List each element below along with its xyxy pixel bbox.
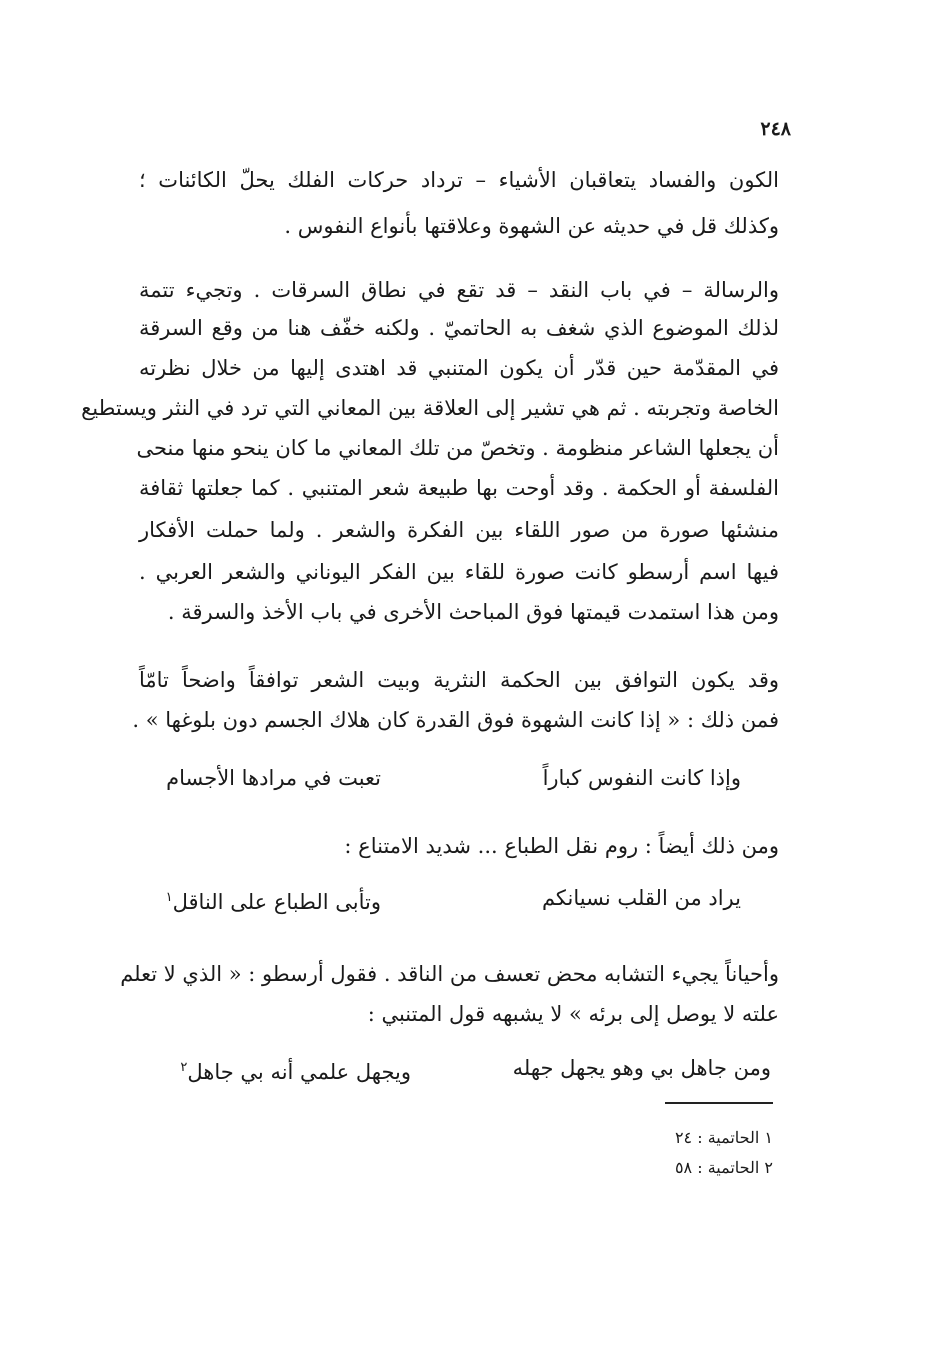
paragraph-1-line-2: وكذلك قل في حديثه عن الشهوة وعلاقتها بأنواع النفوس .: [284, 214, 779, 238]
footnote-divider: [665, 1102, 773, 1104]
paragraph-4-line-1: ومن ذلك أيضاً : روم نقل الطباع ... شديد الامتناع :: [344, 834, 779, 858]
verse-2-footnote-marker: ١: [165, 890, 173, 905]
paragraph-1-line-1: الكون والفساد يتعاقبان الأشياء – ترداد حركات الفلك يحلّ الكائنات ؛: [139, 168, 779, 192]
paragraph-2-line-8: فيها اسم أرسطو كانت صورة للقاء بين الفكر اليوناني والشعر العربي .: [139, 560, 779, 584]
verse-3-second-group: [180, 1050, 411, 1090]
paragraph-2-line-5: أن يجعلها الشاعر منظومة . وتخصّ من تلك المعاني ما كان ينحو منها منحى: [136, 436, 779, 460]
paragraph-2-line-6: الفلسفة أو الحكمة . وقد أوحت بها طبيعة شعر المتنبي . كما جعلتها ثقافة: [139, 476, 779, 500]
paragraph-2-line-7: منشئها صورة من صور اللقاء بين الفكرة والشعر . ولما حملت الأفكار: [139, 518, 779, 542]
page-number: ٢٤٨: [760, 118, 791, 140]
footnote-1: ١ الحاتمية : ٢٤: [674, 1128, 773, 1147]
verse-1-second-hemistich: تعبت في مرادها الأجسام: [166, 766, 381, 790]
paragraph-5-line-2: علته لا يوصل إلى برئه » لا يشبهه قول المتنبي :: [367, 1002, 779, 1026]
verse-2-second-group: [166, 880, 381, 920]
paragraph-2-line-3: في المقدّمة حين قدّر أن يكون المتنبي قد اهتدى إليها من خلال نظرته: [139, 356, 779, 380]
paragraph-3-line-1: وقد يكون التوافق بين الحكمة النثرية وبيت الشعر توافقاً واضحاً تامّاً: [139, 668, 779, 692]
verse-2-first-hemistich: يراد من القلب نسيانكم: [541, 886, 741, 910]
verse-2-second-hemistich: وتأبى الطباع على الناقل: [172, 890, 381, 914]
paragraph-5-line-1: وأحياناً يجيء التشابه محض تعسف من الناقد . فقول أرسطو : « الذي لا تعلم: [120, 962, 779, 986]
paragraph-3-line-2: فمن ذلك : « إذا كانت الشهوة فوق القدرة كان هلاك الجسم دون بلوغها » .: [132, 708, 779, 732]
paragraph-2-line-9: ومن هذا استمدت قيمتها فوق المباحث الأخرى في باب الأخذ والسرقة .: [167, 600, 779, 624]
verse-3-second-hemistich: ويجهل علمي أنه بي جاهل: [187, 1060, 411, 1084]
verse-1-first-hemistich: وإذا كانت النفوس كباراً: [542, 766, 741, 790]
footnote-2: ٢ الحاتمية : ٥٨: [674, 1158, 773, 1177]
paragraph-2-line-4: الخاصة وتجربته . ثم هي تشير إلى العلاقة بين المعاني التي ترد في النثر ويستطيع: [81, 396, 779, 420]
paragraph-2-line-1: والرسالة – في باب النقد – قد تقع في نطاق السرقات . وتجيء تتمة: [139, 278, 779, 302]
verse-3-first-hemistich: ومن جاهل بي وهو يجهل جهله: [512, 1056, 771, 1080]
verse-3-footnote-marker: ٢: [180, 1060, 188, 1075]
paragraph-2-line-2: لذلك الموضوع الذي شغف به الحاتميّ . ولكنه خفّف هنا من وقع السرقة: [139, 316, 779, 340]
